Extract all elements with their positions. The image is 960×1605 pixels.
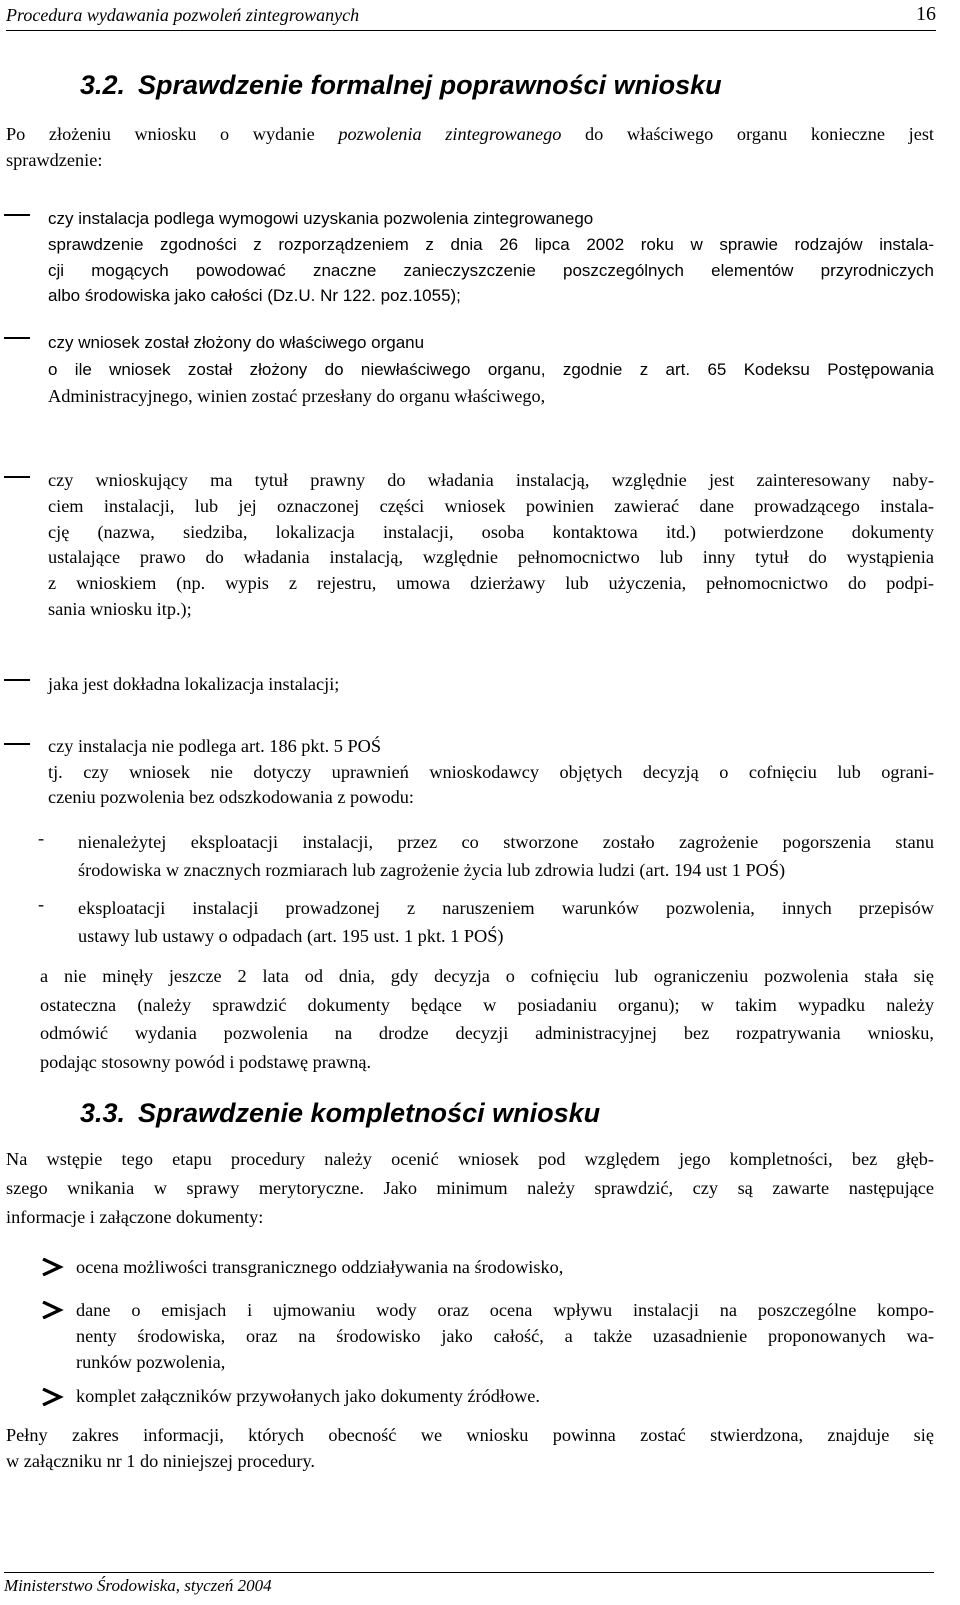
page-header — [6, 2, 936, 31]
sub-item-line: eksploatacji instalacji prowadzonej z naruszeniem warunków pozwolenia, innych przepisów — [78, 898, 934, 918]
section-3-3-intro — [6, 1145, 934, 1232]
arrow-bullet-icon — [40, 1388, 66, 1406]
list-item-line: o ile wniosek został złożony do niewłaściwego organu, zgodnie z art. 65 Kodeksu Postępowania — [48, 360, 934, 379]
list-item-3 — [48, 468, 934, 623]
list-item-line: sprawdzenie zgodności z rozporządzeniem z dnia 26 lipca 2002 roku w sprawie rodzajów instala- — [48, 234, 934, 254]
list-item-line: albo środowiska jako całości (Dz.U. Nr 122. poz.1055); — [48, 286, 461, 306]
list-item-line: czy wnioskujący ma tytuł prawny do władania instalacją, względnie jest zainteresowany naby- — [48, 470, 934, 490]
list-item-line: Administracyjnego, winien zostać przesłany do organu właściwego, — [48, 386, 546, 406]
list-item-1 — [48, 206, 934, 309]
section-heading-3-2 — [80, 70, 722, 101]
paragraph-line: a nie minęły jeszcze 2 lata od dnia, gdy decyzja o cofnięciu lub ograniczeniu pozwolenia stała się — [40, 966, 934, 986]
sub-item-line: ustawy lub ustawy o odpadach (art. 195 ust. 1 pkt. 1 POŚ) — [78, 926, 504, 946]
sub-item-1 — [78, 828, 934, 884]
intro-text-end: do właściwego organu konieczne jest — [561, 124, 935, 144]
list-item-line: tj. czy wniosek nie dotyczy uprawnień wnioskodawcy objętych decyzją o cofnięciu lub ograni- — [48, 761, 934, 782]
arrow-bullet-icon — [40, 1258, 66, 1276]
sub-item-line: środowiska w znacznych rozmiarach lub zagrożenie życia lub zdrowia ludzi (art. 194 ust 1 POŚ) — [78, 860, 786, 880]
arrow-bullet-icon — [40, 1301, 66, 1319]
footer-text: Ministerstwo Środowiska, styczeń 2004 — [4, 1576, 272, 1595]
bullet-line: ocena możliwości transgranicznego oddziaływania na środowisko, — [76, 1257, 564, 1277]
list-item-line: czeniu pozwolenia bez odszkodowania z powodu: — [48, 787, 415, 807]
bullet-line: nenty środowiska, oraz na środowisko jako całość, a także uzasadnienie proponowanych wa- — [76, 1326, 934, 1346]
list-item-line: czy instalacja nie podlega art. 186 pkt. 5 POŚ — [48, 736, 382, 756]
closing-paragraph — [40, 962, 934, 1076]
bullet-item-3 — [76, 1384, 934, 1410]
dash-bullet — [4, 337, 30, 339]
list-item-line: ciem instalacji, lub jej oznaczonej części wniosek powinien zawierać dane prowadzącego instala- — [48, 495, 934, 516]
paragraph-line: Pełny zakres informacji, których obecność we wniosku powinna zostać stwierdzona, znajduje się — [6, 1425, 934, 1445]
paragraph-line: Na wstępie tego etapu procedury należy ocenić wniosek pod względem jego kompletności, bez głęb- — [6, 1149, 934, 1169]
intro-line: sprawdzenie: — [6, 149, 103, 170]
list-item-2 — [48, 328, 934, 357]
list-item-line: cję (nazwa, siedziba, lokalizacja instalacji, osoba kontaktowa itd.) potwierdzone dokumenty — [48, 521, 934, 542]
list-item-line: cji mogących powodować znaczne zanieczyszczenie poszczególnych elementów przyrodniczych — [48, 260, 934, 280]
paragraph-line: w załączniku nr 1 do niniejszej procedury. — [6, 1451, 315, 1471]
list-item-line: z wnioskiem (np. wypis z rejestru, umowa dzierżawy lub użyczenia, pełnomocnictwo do podpi- — [48, 573, 934, 594]
dash-bullet — [4, 476, 30, 478]
page-footer — [4, 1572, 934, 1596]
hyphen-bullet: - — [38, 894, 45, 914]
sub-item-2 — [78, 894, 934, 950]
page-number: 16 — [916, 3, 936, 25]
dash-bullet — [4, 679, 30, 681]
list-item-line: sania wniosku itp.); — [48, 598, 192, 619]
list-item-line: czy wniosek został złożony do właściwego organu — [48, 333, 425, 352]
paragraph-line: szego wnikania w sprawy merytoryczne. Jako minimum należy sprawdzić, czy są zawarte następujące — [6, 1178, 934, 1198]
list-item-line: jaka jest dokładna lokalizacja instalacji; — [48, 674, 340, 694]
section-number: 3.2. — [80, 70, 126, 100]
outro-paragraph — [6, 1422, 934, 1474]
section-heading-3-3 — [80, 1098, 600, 1129]
list-item-5 — [48, 734, 934, 811]
list-item-4 — [48, 672, 934, 698]
document-title: Procedura wydawania pozwoleń zintegrowanych — [6, 5, 360, 25]
section-title: Sprawdzenie kompletności wniosku — [138, 1098, 601, 1128]
section-number: 3.3. — [80, 1098, 126, 1128]
dash-bullet — [4, 743, 30, 745]
paragraph-line: podając stosowny powód i podstawę prawną. — [40, 1051, 372, 1072]
bullet-line: komplet załączników przywołanych jako dokumenty źródłowe. — [76, 1386, 540, 1406]
list-item-2-detail — [48, 357, 934, 409]
bullet-line: dane o emisjach i ujmowaniu wody oraz ocena wpływu instalacji na poszczególne kompo- — [76, 1300, 934, 1320]
intro-text: Po złożeniu wniosku o wydanie — [6, 124, 339, 144]
bullet-item-2 — [76, 1297, 934, 1375]
paragraph-line: ostateczna (należy sprawdzić dokumenty będące w posiadaniu organu); w takim wypadku należy — [40, 994, 934, 1015]
dash-bullet — [4, 214, 30, 216]
section-title: Sprawdzenie formalnej poprawności wniosku — [138, 70, 722, 100]
bullet-line: runków pozwolenia, — [76, 1352, 226, 1372]
list-item-line: ustalające prawo do władania instalacją, względnie pełnomocnictwo lub inny tytuł do wystąpienia — [48, 547, 934, 568]
hyphen-bullet: - — [38, 828, 45, 848]
bullet-item-1 — [76, 1255, 934, 1281]
paragraph-line: odmówić wydania pozwolenia na drodze decyzji administracyjnej bez rozpatrywania wniosku, — [40, 1023, 934, 1044]
sub-item-line: nienależytej eksploatacji instalacji, przez co stworzone zostało zagrożenie pogorszenia stanu — [78, 832, 934, 852]
list-item-line: czy instalacja podlega wymogowi uzyskania pozwolenia zintegrowanego — [48, 209, 594, 228]
intro-italic-term: pozwolenia zintegrowanego — [338, 124, 562, 144]
intro-paragraph — [6, 122, 934, 173]
paragraph-line: informacje i załączone dokumenty: — [6, 1207, 264, 1227]
